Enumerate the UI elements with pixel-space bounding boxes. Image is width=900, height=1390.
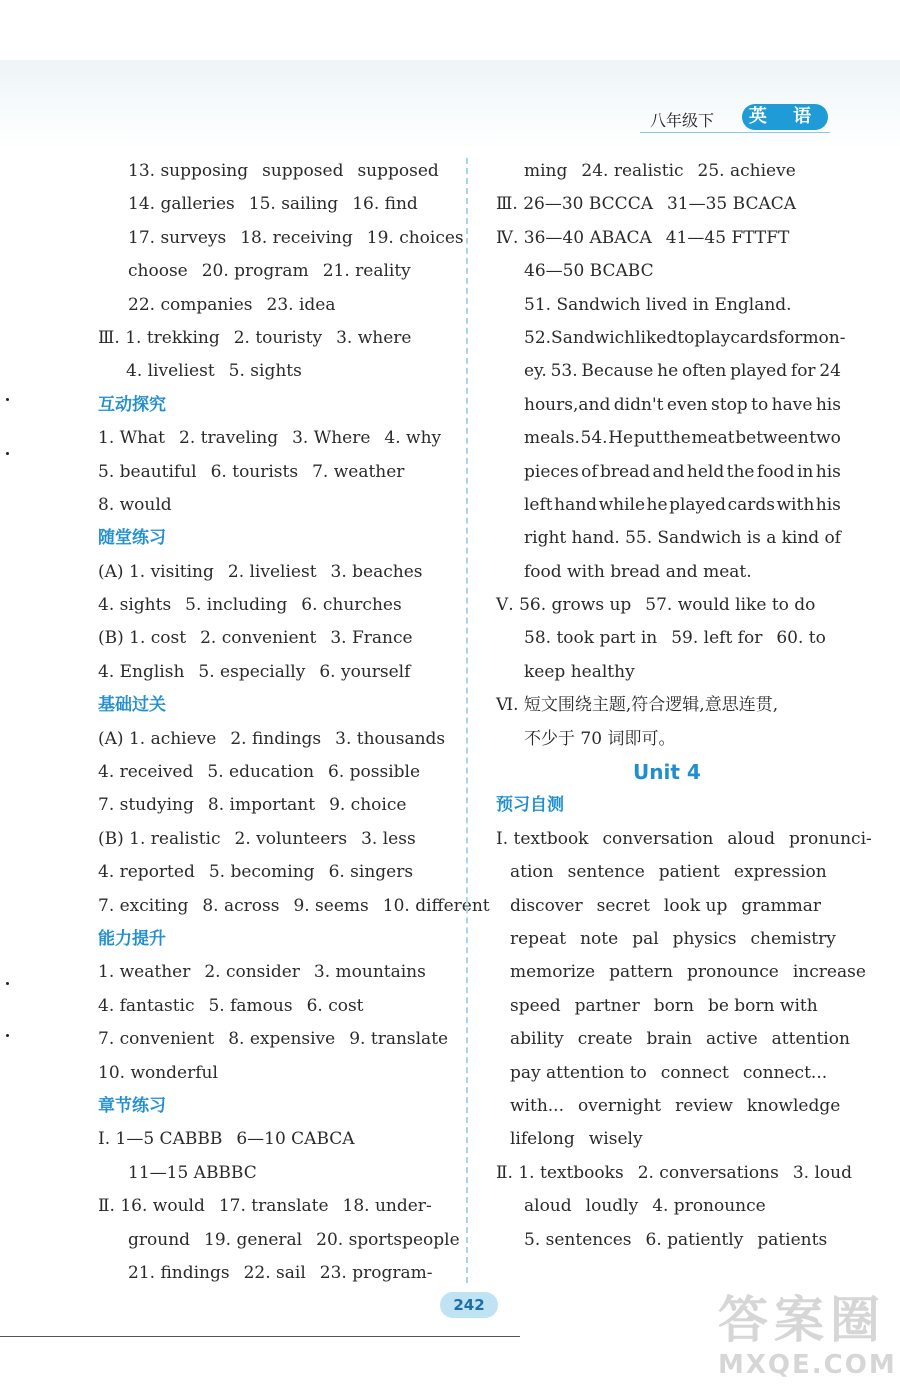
answer-text: 2. consider	[204, 962, 300, 983]
answer-text: increase	[792, 962, 866, 983]
answer-text: 3. where	[336, 327, 412, 348]
answer-text: have	[771, 394, 813, 415]
answer-text: he	[646, 494, 668, 515]
answer-text: pronunci-	[788, 828, 872, 849]
answer-text: played	[730, 361, 788, 382]
answer-line	[496, 956, 866, 989]
answer-text: held	[686, 461, 725, 482]
section-heading	[98, 389, 448, 422]
answer-text: 随堂练习	[98, 528, 166, 549]
answer-line	[98, 155, 448, 188]
answer-text: food	[756, 461, 795, 482]
section-heading	[98, 522, 448, 555]
answer-line	[98, 289, 448, 322]
answer-text: 2. liveliest	[227, 561, 317, 582]
answer-text: memorize	[510, 962, 596, 983]
answer-line	[98, 656, 448, 689]
answer-text: pattern	[609, 962, 673, 983]
answer-text: connect	[660, 1062, 729, 1083]
answer-text: 7. weather	[312, 461, 405, 482]
answer-text: the	[726, 461, 755, 482]
answer-text: 2. volunteers	[234, 828, 348, 849]
answer-text: 24	[819, 361, 841, 382]
answer-text: speed	[510, 995, 561, 1016]
answer-line	[496, 322, 846, 355]
answer-line	[98, 622, 448, 655]
answer-line	[98, 1123, 448, 1156]
answer-text: 11—15 ABBBC	[128, 1162, 257, 1183]
answer-text: kind	[781, 528, 820, 549]
answer-text: 7. exciting	[98, 895, 189, 916]
answer-text: partner	[574, 995, 640, 1016]
answer-text: 5. sentences	[524, 1229, 632, 1250]
answer-text: Ⅲ. 26—30 BCCCA	[496, 194, 653, 215]
answer-line	[496, 823, 872, 856]
answer-text: 14. galleries	[128, 194, 235, 215]
answer-text: 21. findings	[128, 1262, 230, 1283]
answer-text: 4. reported	[98, 862, 195, 883]
answer-line	[98, 589, 448, 622]
answer-text: 21. reality	[322, 261, 411, 282]
answer-text: in	[796, 461, 814, 482]
answer-text: look up	[663, 895, 728, 916]
watermark-logo: 答案圈	[718, 1291, 886, 1349]
answer-text: ey.	[524, 361, 547, 382]
margin-dot	[6, 398, 9, 401]
answer-text: 3. mountains	[313, 962, 426, 983]
answer-text: 8. important	[207, 795, 316, 816]
answer-text: connect...	[742, 1062, 828, 1083]
answer-line	[496, 856, 841, 889]
answer-text: play	[694, 327, 731, 348]
answer-text: keep healthy	[524, 661, 635, 682]
answer-line	[98, 422, 448, 455]
margin-dot	[6, 452, 9, 455]
answer-text: 6. yourself	[319, 661, 411, 682]
answer-text: played	[669, 494, 727, 515]
answer-line	[496, 689, 841, 722]
answer-text: overnight	[577, 1095, 662, 1116]
answer-text: grammar	[741, 895, 822, 916]
answer-text: 22. companies	[128, 294, 253, 315]
answer-text: Ⅴ. 56. grows up	[496, 595, 632, 616]
answer-line	[98, 255, 448, 288]
answer-line	[98, 489, 448, 522]
answer-text: choose	[128, 261, 188, 282]
answer-text: 3. France	[330, 628, 413, 649]
answer-text: to	[677, 327, 695, 348]
answer-text: Ⅰ. textbook	[496, 828, 589, 849]
answer-text: 15. sailing	[248, 194, 339, 215]
answer-text: put	[633, 428, 663, 449]
answer-text: Sandwich	[657, 528, 742, 549]
answer-text: 53.	[550, 361, 578, 382]
answer-line	[496, 1123, 841, 1156]
answer-text: 6. tourists	[210, 461, 299, 482]
answer-text: (B) 1. cost	[98, 628, 187, 649]
answer-text: 能力提升	[98, 928, 166, 949]
answer-text: meals.	[524, 428, 580, 449]
answer-text: 57. would like to do	[645, 595, 816, 616]
answer-text: to	[751, 394, 769, 415]
answer-text: 18. receiving	[240, 227, 353, 248]
answer-text: born	[653, 995, 694, 1016]
answer-text: mon-	[802, 327, 846, 348]
answer-line	[496, 1023, 850, 1056]
answer-text: with...	[510, 1095, 564, 1116]
answer-text: knowledge	[746, 1095, 841, 1116]
answer-text: 3. beaches	[330, 561, 423, 582]
answer-text: Ⅵ. 短文围绕主题,符合逻辑,意思连贯,	[496, 695, 779, 716]
answer-text: his	[815, 461, 841, 482]
answer-text: 25. achieve	[697, 161, 796, 181]
answer-text: 4. received	[98, 762, 194, 783]
answer-line	[98, 756, 448, 789]
answer-text: pieces	[524, 461, 579, 482]
answer-text: 46—50 BCABC	[524, 261, 654, 282]
answer-text: 54.	[580, 428, 608, 449]
answer-text: note	[580, 928, 619, 949]
answer-text: 6. possible	[328, 762, 421, 783]
answer-text: 59. left for	[671, 628, 763, 649]
answer-line	[98, 556, 448, 589]
answer-line	[496, 188, 841, 221]
answer-text: left	[524, 494, 553, 515]
answer-text: review	[675, 1095, 733, 1116]
answer-line	[98, 1190, 448, 1223]
answer-text: 2. convenient	[200, 628, 317, 649]
answer-text: Sandwich	[551, 327, 636, 348]
answer-text: 3. Where	[292, 428, 371, 449]
answer-line	[496, 422, 841, 455]
answer-text: 41—45 FTTFT	[665, 227, 790, 248]
answer-line	[98, 1157, 448, 1190]
answer-text: be born with	[707, 995, 818, 1016]
section-heading	[98, 689, 448, 722]
answer-text: stop	[711, 394, 748, 415]
answer-line	[496, 155, 841, 188]
answer-line	[496, 456, 841, 489]
answer-text: active	[706, 1029, 758, 1050]
answer-text: 2. touristy	[233, 327, 323, 348]
answer-text: between	[735, 428, 809, 449]
answer-line	[496, 890, 841, 923]
answer-text: 52.	[524, 327, 552, 348]
watermark	[718, 1290, 898, 1390]
answer-text: create	[577, 1029, 633, 1050]
answer-text: 4. fantastic	[98, 995, 195, 1016]
answer-line	[496, 923, 841, 956]
answer-text: 2. findings	[230, 728, 322, 749]
answer-line	[496, 589, 841, 622]
answer-text: pronounce	[686, 962, 779, 983]
answer-text: ground	[128, 1229, 191, 1250]
answer-text: hand.	[571, 528, 620, 549]
column-divider	[466, 158, 468, 1283]
answer-text: cards	[727, 494, 775, 515]
answer-text: 58. took part in	[524, 628, 658, 649]
answer-text: 3. loud	[792, 1162, 852, 1183]
answer-line	[98, 355, 448, 388]
answer-text: wisely	[588, 1129, 643, 1150]
answer-text: while	[598, 494, 646, 515]
answer-line	[98, 990, 448, 1023]
answer-text: of	[581, 461, 598, 482]
answer-line	[496, 656, 841, 689]
answer-text: 22. sail	[243, 1262, 306, 1283]
answer-text: 5. famous	[208, 995, 293, 1016]
answer-line	[98, 1224, 460, 1257]
answer-text: 7. studying	[98, 795, 194, 816]
answer-text: 互动探究	[98, 394, 166, 415]
answer-line	[98, 723, 448, 756]
answer-text: 9. seems	[293, 895, 369, 916]
answer-text: 6. churches	[301, 595, 402, 616]
answer-text: ability	[510, 1029, 564, 1050]
answer-text: 6. patiently	[645, 1229, 744, 1250]
answer-text: with	[776, 494, 815, 515]
answer-text: 5. including	[185, 595, 288, 616]
answer-text: 55.	[625, 528, 653, 549]
answer-text: 5. education	[207, 762, 315, 783]
answer-text: and	[652, 461, 685, 482]
answer-line	[98, 1057, 448, 1090]
answer-text: Ⅰ. 1—5 CABBB	[98, 1129, 223, 1150]
page-number: 242	[440, 1292, 498, 1318]
bottom-rule	[0, 1336, 520, 1337]
answer-text: 10. different	[382, 895, 490, 916]
answer-text: 19. general	[204, 1229, 303, 1250]
answer-line	[98, 789, 448, 822]
answer-line	[496, 1057, 841, 1090]
answer-text: right	[524, 528, 567, 549]
answer-line	[98, 322, 448, 355]
answer-text: 6. cost	[306, 995, 364, 1016]
answer-text: secret	[596, 895, 650, 916]
answer-text: 18. under-	[342, 1196, 432, 1217]
answer-text: he	[657, 361, 679, 382]
unit-title	[496, 756, 841, 789]
answer-text: meat	[691, 428, 735, 449]
answer-text: hand	[554, 494, 598, 515]
answer-line	[496, 489, 841, 522]
answer-text: aloud	[727, 828, 775, 849]
answer-text: liked	[635, 327, 678, 348]
answer-line	[496, 556, 841, 589]
answer-text: ation	[510, 862, 554, 883]
answer-text: patient	[658, 862, 720, 883]
answer-text: 3. thousands	[335, 728, 446, 749]
answer-text: ming	[524, 161, 568, 181]
answer-line	[98, 1023, 448, 1056]
answer-line	[496, 1224, 841, 1257]
answer-text: 20. program	[201, 261, 309, 282]
answer-text: 4. English	[98, 661, 185, 682]
answer-text: 51. Sandwich lived in England.	[524, 294, 792, 315]
answer-text: for	[777, 327, 803, 348]
answer-text: even	[666, 394, 708, 415]
answer-text: his	[815, 394, 841, 415]
answer-line	[496, 255, 841, 288]
answer-line	[98, 188, 448, 221]
answer-text: often	[681, 361, 727, 382]
answer-text: 16. find	[352, 194, 418, 215]
answer-text: Ⅳ. 36—40 ABACA	[496, 227, 652, 248]
answer-text: 8. across	[202, 895, 280, 916]
answer-text: 19. choices	[366, 227, 464, 248]
answer-text: 不少于 70 词即可。	[524, 728, 676, 749]
answer-text: cards	[730, 327, 778, 348]
answer-text: pal	[632, 928, 659, 949]
answer-text: for	[790, 361, 816, 382]
answer-text: hours,and	[524, 394, 611, 415]
answer-text: Ⅱ. 16. would	[98, 1196, 205, 1217]
answer-text: the	[663, 428, 691, 449]
watermark-text: MXQE.COM	[718, 1350, 897, 1380]
answer-text: conversation	[602, 828, 714, 849]
answer-text: 9. translate	[349, 1029, 449, 1050]
answer-line	[98, 222, 464, 255]
answer-line	[496, 1157, 852, 1190]
left-answer-column	[98, 155, 490, 1290]
answer-text: 7. convenient	[98, 1029, 215, 1050]
answer-line	[496, 355, 841, 388]
answer-text: 4. liveliest	[126, 361, 215, 382]
answer-text: (A) 1. visiting	[98, 561, 214, 582]
answer-text: 6. singers	[328, 862, 414, 883]
answer-line	[98, 1257, 448, 1290]
answer-text: 5. beautiful	[98, 461, 197, 482]
answer-line	[98, 956, 448, 989]
answer-text: 1. weather	[98, 962, 191, 983]
answer-text: 2. traveling	[179, 428, 279, 449]
answer-text: discover	[510, 895, 583, 916]
answer-line	[496, 622, 841, 655]
answer-line	[98, 856, 448, 889]
answer-text: 4. why	[384, 428, 442, 449]
answer-text: 基础过关	[98, 695, 166, 716]
answer-line	[496, 522, 841, 555]
answer-text: aloud	[524, 1196, 572, 1217]
answer-text: 20. sportspeople	[316, 1229, 460, 1250]
answer-text: a	[766, 528, 777, 549]
answer-text: 8. expensive	[228, 1029, 336, 1050]
answer-text: 31—35 BCACA	[666, 194, 797, 215]
answer-text: 2. conversations	[637, 1162, 779, 1183]
answer-text: 1. What	[98, 428, 166, 449]
answer-line	[496, 289, 841, 322]
answer-text: 10. wonderful	[98, 1062, 218, 1083]
answer-text: 5. sights	[228, 361, 302, 382]
section-heading	[496, 789, 841, 822]
answer-text: (B) 1. realistic	[98, 828, 221, 849]
answer-text: loudly	[585, 1196, 639, 1217]
answer-text: food with bread and meat.	[524, 561, 752, 582]
answer-text: repeat	[510, 928, 567, 949]
answer-text: 24. realistic	[581, 161, 684, 181]
answer-text: pay attention to	[510, 1062, 647, 1083]
answer-line	[496, 1090, 841, 1123]
header-rule	[640, 132, 830, 133]
answer-line	[496, 389, 841, 422]
answer-text: 13. supposing	[128, 161, 249, 181]
answer-text: 8. would	[98, 494, 172, 515]
answer-text: Because	[581, 361, 654, 382]
answer-text: his	[815, 494, 841, 515]
answer-text: 9. choice	[329, 795, 407, 816]
answer-text: expression	[733, 862, 827, 883]
answer-text: 17. surveys	[128, 227, 227, 248]
subject-badge: 英 语	[742, 104, 828, 130]
answer-text: 4. pronounce	[652, 1196, 766, 1217]
answer-text: brain	[646, 1029, 693, 1050]
answer-line	[496, 1190, 841, 1223]
answer-text: 17. translate	[218, 1196, 329, 1217]
answer-text: supposed	[262, 161, 344, 181]
answer-text: 60. to	[776, 628, 826, 649]
answer-text: patients	[757, 1229, 828, 1250]
answer-text: Unit 4	[633, 760, 701, 785]
answer-text: sentence	[567, 862, 645, 883]
answer-text: 预习自测	[496, 795, 564, 816]
answer-line	[496, 990, 841, 1023]
answer-text: 4. sights	[98, 595, 172, 616]
grade-label: 八年级下	[650, 111, 715, 130]
answer-text: (A) 1. achieve	[98, 728, 217, 749]
right-answer-column	[496, 155, 872, 1257]
answer-text: Ⅲ. 1. trekking	[98, 327, 220, 348]
answer-text: 5. becoming	[208, 862, 315, 883]
answer-text: didn't	[613, 394, 664, 415]
answer-text: bread	[600, 461, 651, 482]
answer-text: Ⅱ. 1. textbooks	[496, 1162, 624, 1183]
answer-text: 23. idea	[266, 294, 336, 315]
answer-text: two	[809, 428, 841, 449]
answer-text: 章节练习	[98, 1095, 166, 1116]
answer-text: supposed	[357, 161, 439, 181]
answer-text: attention	[771, 1029, 850, 1050]
answer-text: lifelong	[510, 1129, 575, 1150]
margin-dot	[6, 1034, 9, 1037]
answer-line	[496, 222, 841, 255]
answer-text: He	[608, 428, 634, 449]
answer-text: 23. program-	[319, 1262, 433, 1283]
answer-line	[98, 890, 490, 923]
answer-text: 6—10 CABCA	[236, 1129, 355, 1150]
answer-line	[98, 823, 448, 856]
answer-text: is	[746, 528, 761, 549]
section-heading	[98, 923, 448, 956]
margin-dot	[6, 982, 9, 985]
answer-line	[98, 456, 448, 489]
section-heading	[98, 1090, 448, 1123]
answer-text: chemistry	[750, 928, 836, 949]
answer-line	[496, 723, 841, 756]
answer-text: 3. less	[361, 828, 416, 849]
answer-text: physics	[672, 928, 737, 949]
answer-text: of	[824, 528, 841, 549]
answer-text: 5. especially	[198, 661, 306, 682]
